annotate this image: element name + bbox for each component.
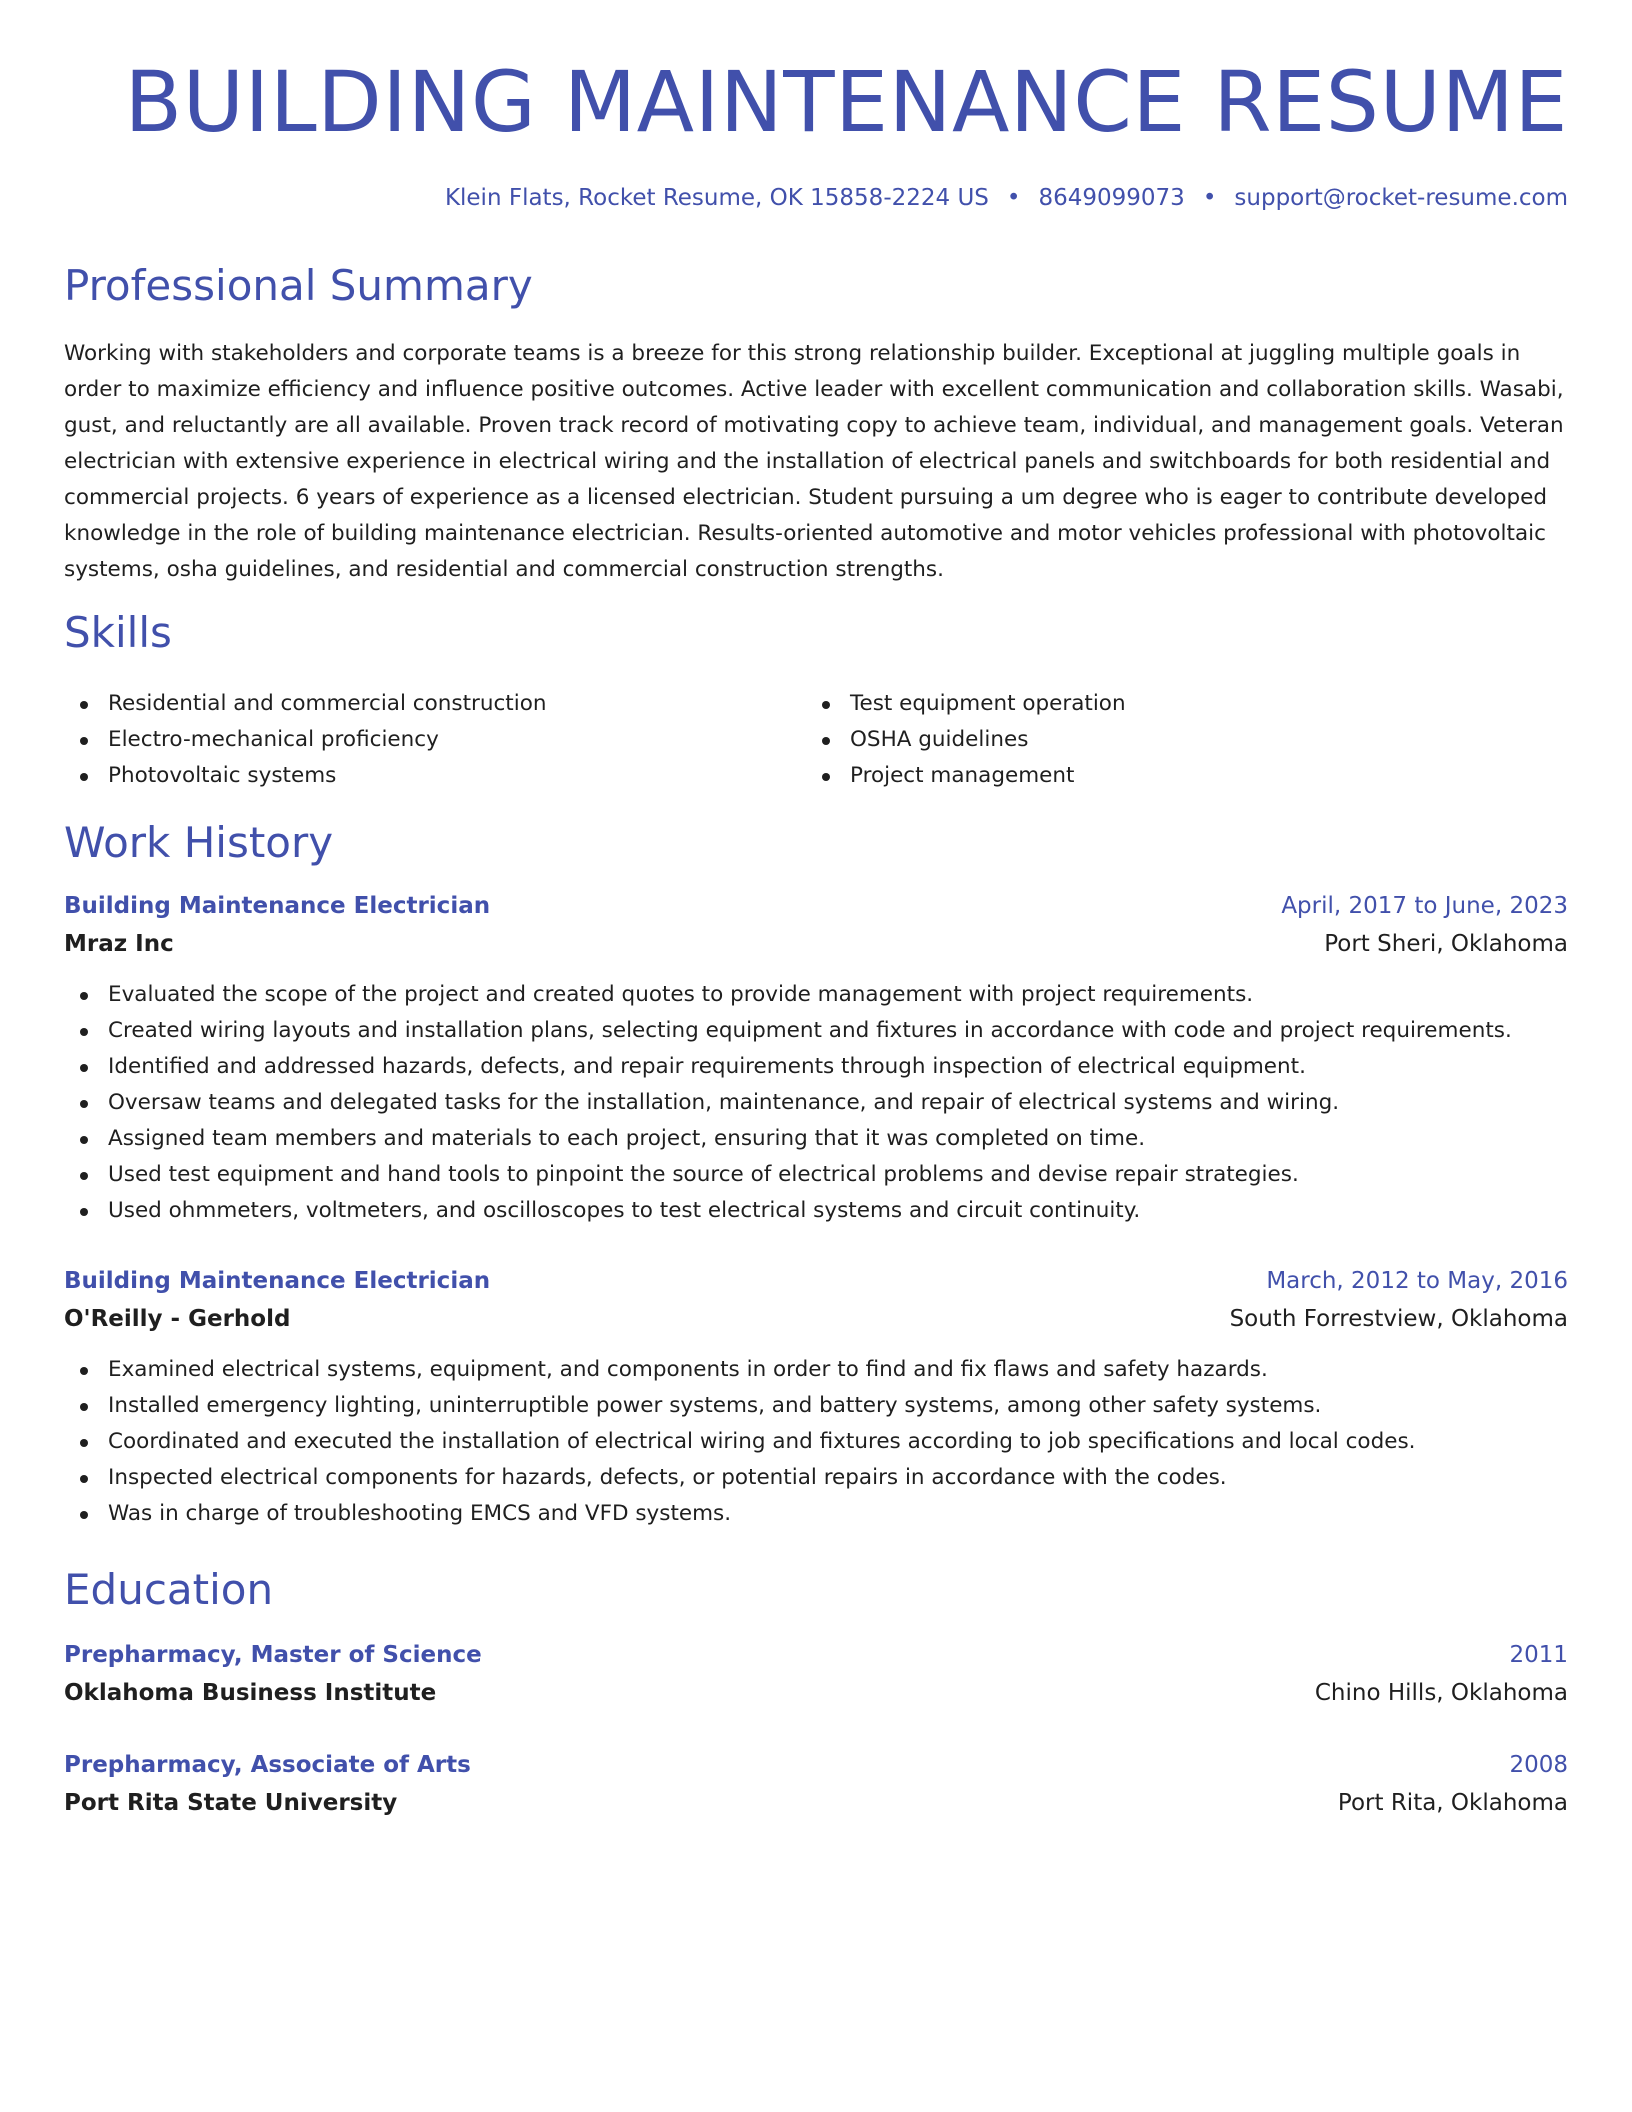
job-company: Mraz Inc <box>64 931 174 957</box>
education-entry <box>64 1636 1568 1712</box>
job-bullet: Inspected electrical components for hazards, defects, or potential repairs in accordance with the codes. <box>64 1460 1568 1496</box>
contact-address: Klein Flats, Rocket Resume, OK 15858-2224 US <box>444 185 989 211</box>
job-dates: March, 2012 to May, 2016 <box>1266 1268 1568 1294</box>
job-bullet: Examined electrical systems, equipment, and components in order to find and fix flaws and safety hazards. <box>64 1352 1568 1388</box>
job-title: Building Maintenance Electrician <box>64 1268 491 1294</box>
job-entry <box>64 1262 1568 1532</box>
job-bullet: Used test equipment and hand tools to pinpoint the source of electrical problems and devise repair strategies. <box>64 1157 1568 1193</box>
job-bullet: Oversaw teams and delegated tasks for the installation, maintenance, and repair of electrical systems and wiring. <box>64 1085 1568 1121</box>
job-bullet: Created wiring layouts and installation plans, selecting equipment and fixtures in accordance with code and project requirements. <box>64 1013 1568 1049</box>
job-bullet: Was in charge of troubleshooting EMCS and VFD systems. <box>64 1496 1568 1532</box>
education-entry <box>64 1746 1568 1822</box>
job-dates: April, 2017 to June, 2023 <box>1281 893 1568 919</box>
skills-column-right <box>806 686 1546 794</box>
education-location: Port Rita, Oklahoma <box>1337 1790 1568 1816</box>
job-bullet: Assigned team members and materials to each project, ensuring that it was completed on time. <box>64 1121 1568 1157</box>
skill-item: OSHA guidelines <box>806 722 1546 758</box>
job-location: Port Sheri, Oklahoma <box>1324 931 1568 957</box>
skill-item: Electro-mechanical proficiency <box>64 722 804 758</box>
education-location: Chino Hills, Oklahoma <box>1314 1680 1568 1706</box>
contact-line <box>445 182 1568 214</box>
resume-title: BUILDING MAINTENANCE RESUME <box>124 53 1568 151</box>
skill-item: Photovoltaic systems <box>64 758 804 794</box>
job-bullets <box>64 1352 1568 1532</box>
skill-item: Project management <box>806 758 1546 794</box>
job-bullet: Installed emergency lighting, uninterruptible power systems, and battery systems, among other safety systems. <box>64 1388 1568 1424</box>
education-degree: Prepharmacy, Master of Science <box>64 1642 482 1668</box>
contact-separator: • <box>1202 185 1217 211</box>
skills-heading: Skills <box>64 608 172 657</box>
contact-phone: 8649099073 <box>1038 185 1185 211</box>
education-heading: Education <box>64 1565 274 1614</box>
job-title: Building Maintenance Electrician <box>64 893 491 919</box>
skill-item: Test equipment operation <box>806 686 1546 722</box>
summary-heading: Professional Summary <box>64 261 533 310</box>
job-entry <box>64 887 1568 1229</box>
job-bullet: Identified and addressed hazards, defects, and repair requirements through inspection of electrical equipment. <box>64 1049 1568 1085</box>
job-company: O'Reilly - Gerhold <box>64 1306 291 1332</box>
skills-column-left <box>64 686 804 794</box>
contact-separator: • <box>1006 185 1021 211</box>
summary-text: Working with stakeholders and corporate teams is a breeze for this strong relationship builder. Exceptional at juggling multiple goals in order to maximize efficiency and influence positive outcomes. Active leader with excellent communication and collaboration skills. Wasabi, gust, and reluctantly are all available. Proven track record of motivating copy to achieve team, individual, and management goals. Veteran electrician with extensive experience in electrical wiring and the installation of electrical panels and switchboards for both residential and commercial projects. 6 years of experience as a licensed electrician. Student pursuing a um degree who is eager to contribute developed knowledge in the role of building maintenance electrician. Results-oriented automotive and motor vehicles professional with photovoltaic systems, osha guidelines, and residential and commercial construction strengths. <box>64 341 1564 582</box>
job-bullet: Used ohmmeters, voltmeters, and oscilloscopes to test electrical systems and circuit continuity. <box>64 1193 1568 1229</box>
job-bullets <box>64 977 1568 1229</box>
skill-item: Residential and commercial construction <box>64 686 804 722</box>
education-year: 2011 <box>1509 1642 1568 1668</box>
contact-email: support@rocket-resume.com <box>1234 185 1568 211</box>
job-bullet: Evaluated the scope of the project and created quotes to provide management with project requirements. <box>64 977 1568 1013</box>
education-year: 2008 <box>1509 1752 1568 1778</box>
job-bullet: Coordinated and executed the installation of electrical wiring and fixtures according to job specifications and local codes. <box>64 1424 1568 1460</box>
work-history-heading: Work History <box>64 818 334 867</box>
job-location: South Forrestview, Oklahoma <box>1229 1306 1568 1332</box>
education-school: Port Rita State University <box>64 1790 398 1816</box>
education-degree: Prepharmacy, Associate of Arts <box>64 1752 471 1778</box>
education-school: Oklahoma Business Institute <box>64 1680 437 1706</box>
